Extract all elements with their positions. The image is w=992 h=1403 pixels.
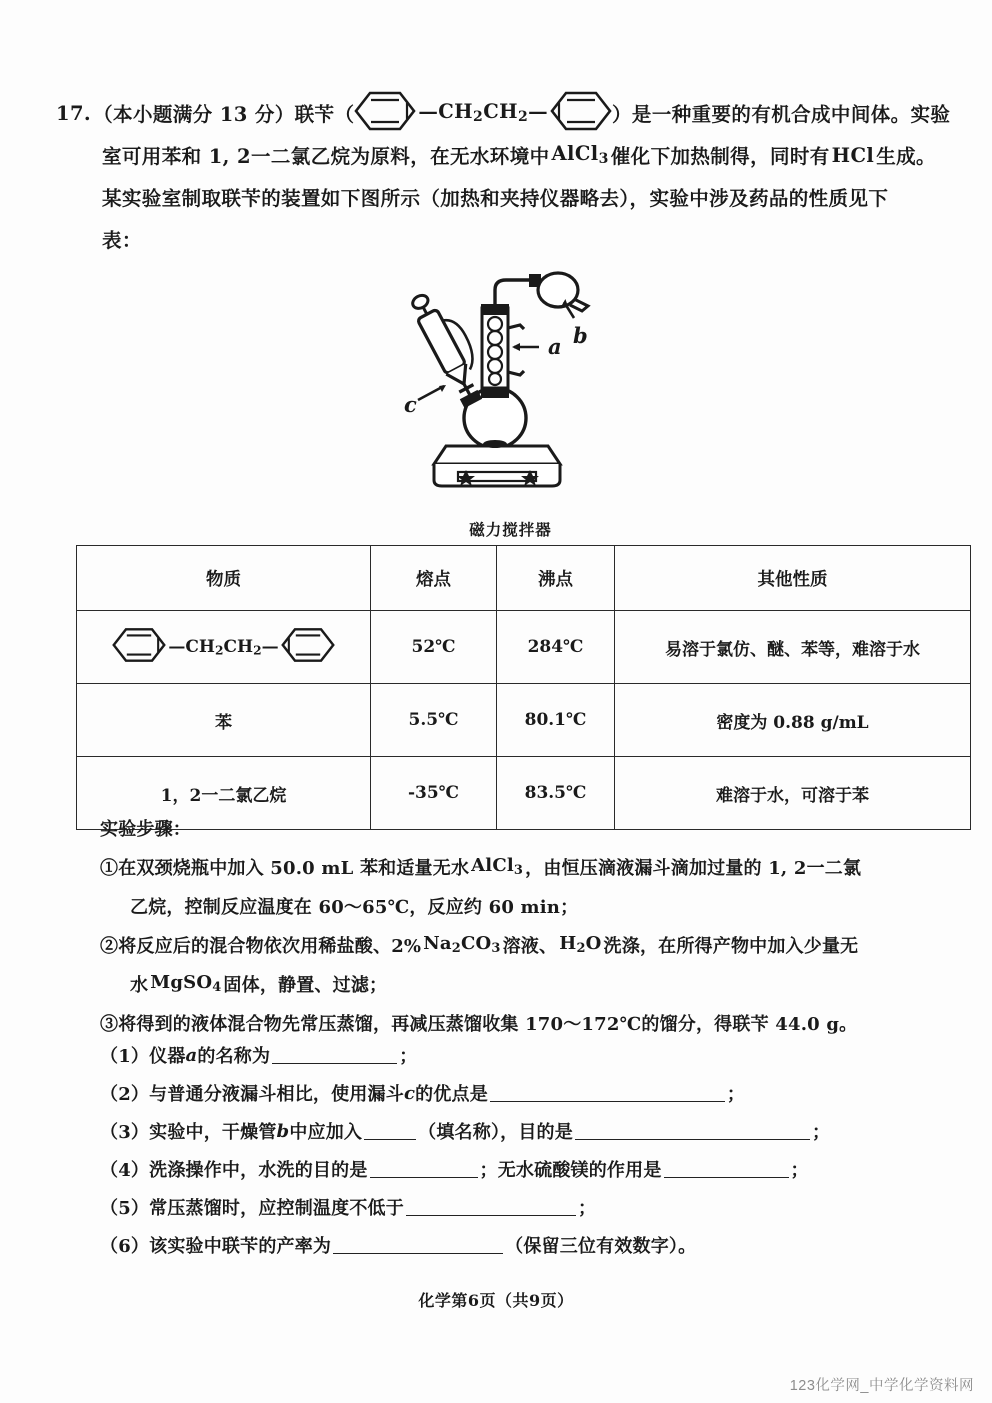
table-row — [77, 611, 971, 684]
sub-question-2-label: （2） — [100, 1084, 150, 1105]
header-other-properties: 其他性质 — [615, 546, 971, 611]
ethylene-bridge-label-2: $—CH_2CH_2—$ — [168, 636, 279, 658]
step-1-a: ①在双颈烧瓶中加入 50.0 mL 苯和适量无水 — [100, 857, 470, 879]
step-3: ③将得到的液体混合物先常压蒸馏，再减压蒸馏收集 170～172℃的馏分，得联苄 44.0 g。 — [100, 1013, 858, 1035]
sub-question-2 — [100, 1074, 940, 1112]
cell-other-properties: 易溶于氯仿、醚、苯等，难溶于水 — [615, 611, 971, 684]
figure-label-c: c — [404, 392, 417, 417]
question-number: 17. — [56, 101, 92, 125]
sub-question-6-text-a: 该实验中联苄的产率为 — [149, 1236, 332, 1257]
step-1 — [100, 847, 940, 886]
stem-line-1 — [56, 92, 951, 134]
experiment-steps — [100, 808, 940, 1042]
sub-question-1 — [100, 1036, 940, 1074]
instrument-ref-c: c — [403, 1082, 416, 1104]
header-substance: 物质 — [77, 546, 371, 611]
cell-boiling-point: 83.5℃ — [497, 757, 615, 830]
answer-blank[interactable] — [333, 1236, 503, 1254]
answer-blank[interactable] — [664, 1160, 789, 1178]
sub-question-3 — [100, 1112, 940, 1150]
figure-label-b: b — [573, 323, 588, 348]
apparatus-drawing — [398, 268, 623, 518]
table-header-row — [77, 546, 971, 611]
sub-question-5-label: （5） — [100, 1198, 150, 1219]
stem-line-4: 表： — [102, 229, 142, 252]
answer-blank[interactable] — [272, 1046, 397, 1064]
sub-question-6 — [100, 1226, 940, 1264]
watermark: 123化学网_中学化学资料网 — [789, 1378, 974, 1394]
stirrer-label: 磁力搅拌器 — [469, 520, 552, 539]
cell-substance-structure — [77, 611, 371, 684]
cell-melting-point: 52℃ — [371, 611, 497, 684]
sub-question-3-mid: （填名称），目的是 — [418, 1122, 573, 1143]
step-2-c: 洗涤，在所得产物中加入少量无 — [603, 935, 859, 957]
sub-question-1-text-b: 的名称为 — [197, 1046, 271, 1067]
step-1-c: ，由恒压滴液漏斗滴加过量的 1, 2一二氯 — [525, 857, 862, 879]
sub-question-1-tail: ； — [399, 1046, 418, 1067]
mgso4-formula: MgSO$_4$ — [150, 972, 222, 995]
cell-substance: 1，2一二氯乙烷 — [77, 757, 371, 830]
question-stem — [56, 92, 951, 260]
sub-questions — [100, 1036, 940, 1264]
answer-blank[interactable] — [364, 1122, 416, 1140]
sub-question-6-label: （6） — [100, 1236, 150, 1257]
h2o-formula: $H_2O$ — [559, 933, 602, 956]
sub-question-4-label: （4） — [100, 1160, 150, 1181]
stem-line-1-post: ）是一种重要的有机合成中间体。实验 — [612, 103, 951, 126]
answer-blank[interactable] — [406, 1198, 576, 1216]
stem-line-2-c: 催化下加热制得，同时有 — [610, 145, 830, 168]
benzene-ring-icon — [354, 90, 416, 137]
cell-other-properties: 密度为 0.88 g/mL — [615, 684, 971, 757]
page-footer: 化学第6页（共9页） — [418, 1291, 574, 1310]
properties-table — [76, 545, 971, 830]
figure-label-a: a — [548, 334, 562, 359]
sub-question-6-tail: （保留三位有效数字）。 — [505, 1236, 697, 1257]
steps-title: 实验步骤： — [100, 818, 191, 840]
answer-blank[interactable] — [575, 1122, 810, 1140]
benzene-ring-icon-2 — [550, 90, 612, 137]
sub-question-3-tail: ； — [811, 1122, 831, 1143]
stem-line-2-a: 室可用苯和 1, 2一二氯乙烷为原料，在无水环境中 — [102, 145, 550, 168]
sub-question-3-label: （3） — [100, 1122, 150, 1143]
step-1-cont: 乙烷，控制反应温度在 60～65℃，反应约 60 min； — [130, 896, 579, 918]
instrument-ref-b: b — [276, 1120, 290, 1142]
cell-other-properties: 难溶于水，可溶于苯 — [615, 757, 971, 830]
sub-question-4-tail: ； — [790, 1160, 809, 1181]
sub-question-1-label: （1） — [100, 1046, 150, 1067]
cell-melting-point: -35℃ — [371, 757, 497, 830]
hcl-formula: HCl — [831, 143, 875, 167]
sub-question-3-text-a: 实验中，干燥管 — [149, 1122, 277, 1143]
ethylene-bridge-label: $—CH_2CH_2—$ — [418, 100, 549, 126]
step-2-cont — [100, 964, 940, 1003]
header-boiling-point: 沸点 — [497, 546, 615, 611]
step-2 — [100, 925, 940, 964]
sub-question-3-text-b: 中应加入 — [289, 1122, 363, 1143]
step-2-cont-a: 水 — [130, 974, 149, 996]
sub-question-5-tail: ； — [577, 1198, 597, 1219]
cell-boiling-point: 80.1℃ — [497, 684, 615, 757]
benzene-ring-icon-3 — [112, 626, 166, 669]
sub-question-4-text-a: 洗涤操作中，水洗的目的是 — [149, 1160, 368, 1181]
answer-blank[interactable] — [370, 1160, 478, 1178]
sub-question-2-tail: ； — [726, 1084, 746, 1105]
cell-melting-point: 5.5℃ — [371, 684, 497, 757]
stem-line-2-e: 生成。 — [876, 145, 936, 168]
sub-question-2-text-a: 与普通分液漏斗相比，使用漏斗 — [149, 1084, 404, 1105]
na2co3-formula: $Na_2CO_3$ — [423, 933, 501, 956]
step-2-cont-b: 固体，静置、过滤； — [223, 974, 388, 996]
stem-line-3: 某实验室制取联苄的装置如下图所示（加热和夹持仪器略去），实验中涉及药品的性质见下 — [102, 187, 889, 210]
step-2-b: 溶液、 — [502, 935, 558, 957]
sub-question-2-text-b: 的优点是 — [415, 1084, 488, 1105]
cell-boiling-point: 284℃ — [497, 611, 615, 684]
sub-question-5-text-a: 常压蒸馏时，应控制温度不低于 — [149, 1198, 404, 1219]
table-row — [77, 684, 971, 757]
apparatus-figure — [398, 268, 623, 540]
sub-question-4-mid: ；无水硫酸镁的作用是 — [479, 1160, 662, 1181]
step-2-a: ②将反应后的混合物依次用稀盐酸、2% — [100, 935, 422, 957]
benzene-ring-icon-4 — [281, 626, 335, 669]
sub-question-4 — [100, 1150, 940, 1188]
sub-question-5 — [100, 1188, 940, 1226]
instrument-ref-a: a — [185, 1044, 198, 1066]
alcl3-formula-step1: AlCl$_3$ — [471, 855, 524, 878]
header-melting-point: 熔点 — [371, 546, 497, 611]
stem-line-2 — [56, 134, 936, 176]
cell-substance: 苯 — [77, 684, 371, 757]
answer-blank[interactable] — [490, 1084, 725, 1102]
stem-line-1-pre: （本小题满分 13 分）联苄（ — [93, 103, 355, 126]
sub-question-1-text-a: 仪器 — [149, 1046, 186, 1067]
alcl3-formula: AlCl$_3$ — [551, 142, 609, 168]
